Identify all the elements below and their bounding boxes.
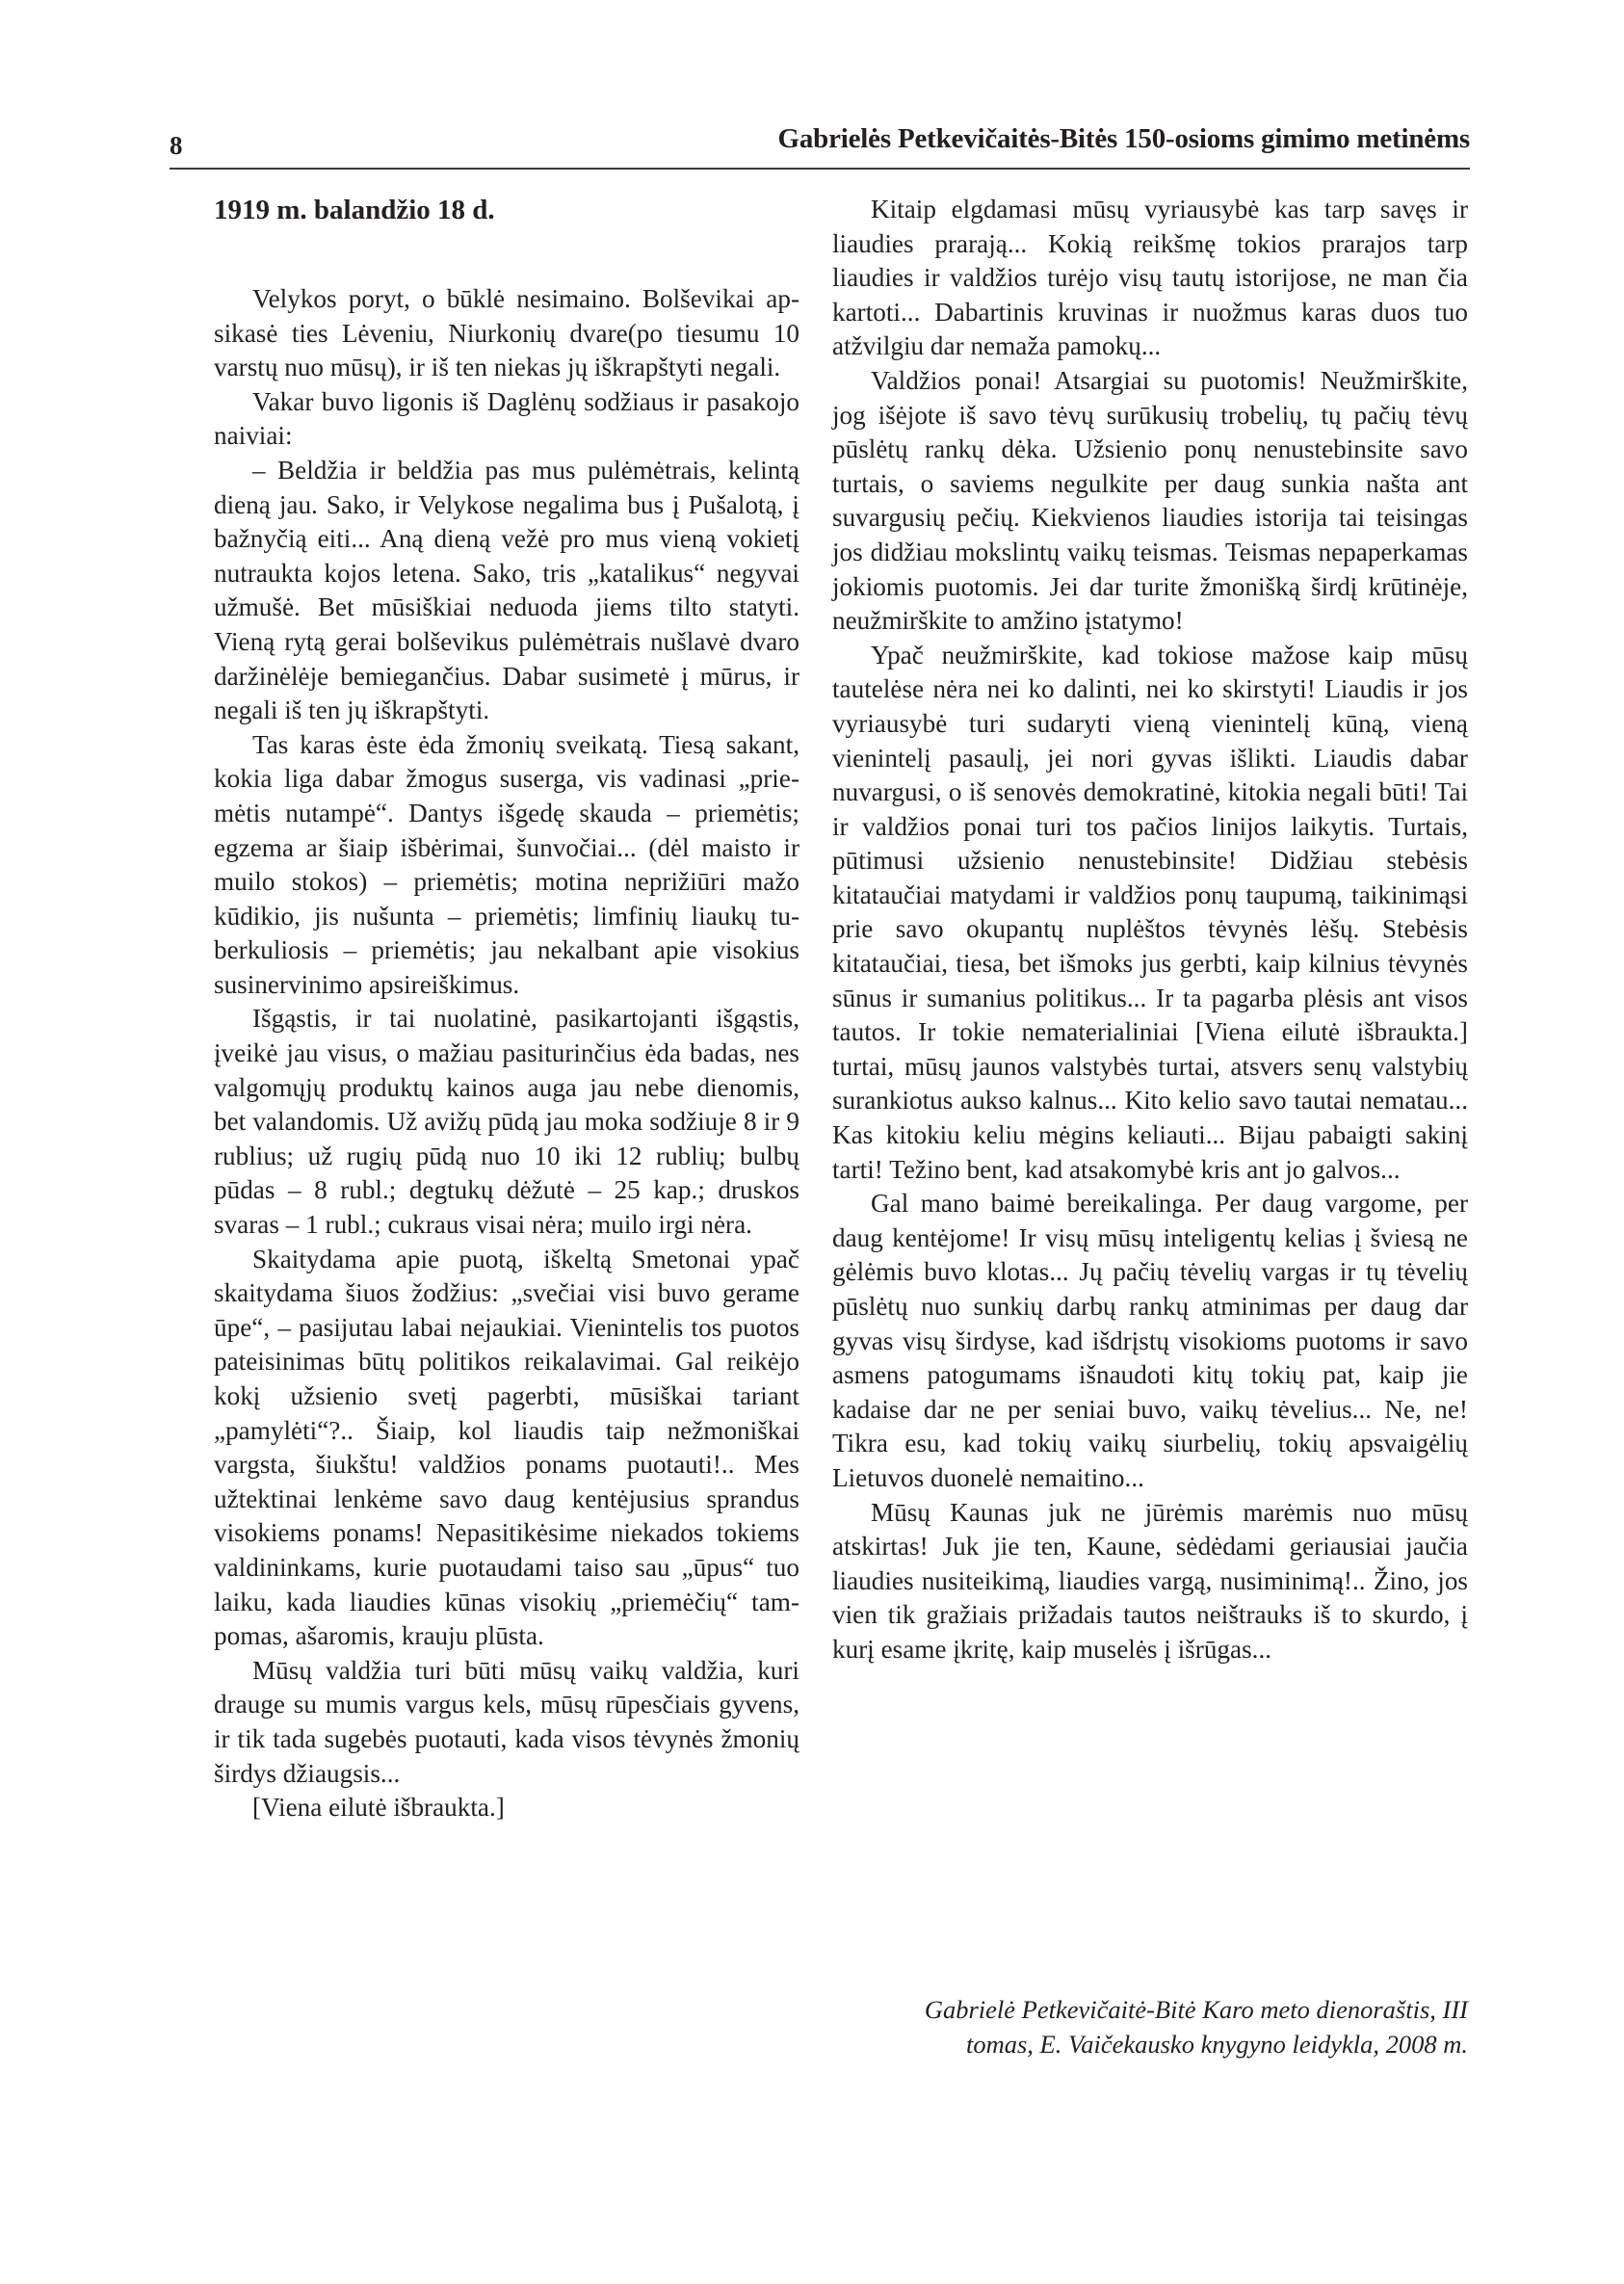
paragraph: Išgąstis, ir tai nuolatinė, pasikartojanti išgąstis, įveikė jau visus, o mažiau pasiturinčius ėda badas, nes valgomųjų produktų kainos auga jau nebe dienomis, bet valandomis. Už avižų pūdą jau moka sodžiuje 8 ir 9 rublius; už rugių pūdą nuo 10 iki 12 rublių; bulbų pūdas – 8 rubl.; degtukų dėžutė – 25 kap.; druskos svaras – 1 rubl.; cukraus visai nėra; muilo irgi nėra. (214, 1004, 799, 1240)
editorial-note: [Viena eilutė išbraukta.] (252, 1793, 505, 1823)
source-citation (794, 1993, 1468, 2061)
running-title: Gabrielės Petkevičaitės-Bitės 150-osioms gimimo metinėms (777, 123, 1470, 154)
paragraph: Kitaip elgdamasi mūsų vyriausybė kas tarp savęs ir liaudies prarają... Kokią reikšmę tokios prarajos tarp liaudies ir valdžios turėjo visų tautų istorijose, ne man čia kartoti... Dabartinis kruvinas ir nuožmus karas duos tuo atžvilgiu dar nemaža pamokų... (832, 195, 1468, 361)
paragraph: – Beldžia ir beldžia pas mus pulėmėtrais, kelintą dieną jau. Sako, ir Velykose negalima bus į Pušalotą, į bažnyčią eiti... Aną dieną vežė pro mus vieną vokietį nutraukta kojos letena. Sako, tris „katalikus“ negyvai užmušė. Bet mūsiškiai neduoda jiems tilto statyti. Vieną rytą gerai bolševikus pulėmėtrais nušlavė dvaro daržinėlėje bemiegančius. Dabar susimetė į mūrus, ir negali iš ten jų iškrapštyti. (214, 455, 799, 725)
paragraph: Valdžios ponai! Atsargiai su puotomis! Neužmirškite, jog išėjote iš savo tėvų surūkusių trobelių, tų pačių tėvų pūslėtų rankų dėka. Užsienio ponų nenustebinsite savo turtais, o saviems negulkite per daug sunkia našta ant suvargusių pečių. Kiekvienos liaudies istorija tai teisingas jos didžiau mokslintų vaikų teismas. Teismas nepaperkamas jokiomis puotomis. Jei dar turite žmonišką širdį krūtinėje, neužmirškite to amžino įstatymo! (832, 365, 1468, 636)
paragraph: Tas karas ėste ėda žmonių sveikatą. Tiesą sakant, kokia liga dabar žmogus suserga, vis vadinasi „priemėtis nutampė“. Dantys išgedę skauda – priemėtis; egzema ar šiaip išbėrimai, šunvočiai... (dėl maisto ir muilo stokos) – priemėtis; motina neprižiūri mažo kūdikio, jis nušunta – priemėtis; limfinių liaukų tuberkuliosis – priemėtis; jau nekalbant apie visokius susinervinimo apsireiškimus. (214, 729, 799, 999)
paragraph: Vakar buvo ligonis iš Daglėnų sodžiaus ir pasakojo naiviai: (214, 386, 799, 451)
citation-line: tomas, E. Vaičekausko knygyno leidykla, 2008 m. (965, 2029, 1468, 2059)
right-column (832, 193, 1468, 1667)
paragraph: Velykos poryt, o būklė nesimaino. Bolševikai apsikasė ties Lėveniu, Niurkonių dvare(po tiesumu 10 varstų nuo mūsų), ir iš ten niekas jų iškrapštyti negali. (214, 284, 799, 382)
paragraph: Mūsų Kaunas juk ne jūrėmis marėmis nuo mūsų atskirtas! Juk jie ten, Kaune, sėdėdami geriausiai jaučia liaudies nusiteikimą, liaudies vargą, nusiminimą!.. Žino, jos vien tik gražiais prižadais tautos neištrauks iš to skurdo, į kurį esame įkritę, kaip muselės į išrūgas... (832, 1497, 1468, 1664)
paragraph: Gal mano baimė bereikalinga. Per daug vargome, per daug kentėjome! Ir visų mūsų inteligentų kelias į šviesą ne gėlėmis buvo klotas... Jų pačių tėvelių vargas ir tų tėvelių pūslėtų nuo sunkių darbų rankų atminimas per daug dar gyvas visų širdyse, kad išdrįstų visokioms puotoms ir savo asmens patogumams išnaudoti kitų tokių pat, kaip jie kadaise dar ne per seniai buvo, vaikų tėvelius... Ne, ne! Tikra esu, kad tokių vaikų siurbelių, tokių apsvaigėlių Lietuvos duonelė nemaitino... (832, 1189, 1468, 1492)
paragraph: Mūsų valdžia turi būti mūsų vaikų valdžia, kuri drauge su mumis vargus kels, mūsų rūpesčiais gyvens, ir tik tada sugebės puotauti, kada visos tėvynės žmonių širdys džiaugsis... (214, 1655, 799, 1788)
paragraph: Skaitydama apie puotą, iškeltą Smetonai ypač skaitydama šiuos žodžius: „svečiai visi buvo gerame ūpe“, – pasijutau labai nejaukiai. Vienintelis tos puotos pateisinimas būtų politikos reikalavimai. Gal reikėjo kokį užsienio svetį pagerbti, mūsiškai tariant „pamylėti“?.. Šiaip, kol liaudis taip nežmoniškai vargsta, šiukštu! valdžios ponams puotauti!.. Mes užtektinai lenkėme savo daug kentėjusius sprandus visokiems ponams! Nepasitikėsime niekados tokiems valdininkams, kurie puotaudami taiso sau „ūpus“ tuo laiku, kada liaudies kūnas visokių „priemėčių“ tampomas, ašaromis, krauju plūsta. (214, 1244, 799, 1651)
page-number: 8 (170, 131, 183, 160)
diary-entry-date: 1919 m. balandžio 18 d. (214, 195, 495, 225)
left-column (214, 193, 799, 1825)
page-header (170, 123, 1470, 170)
paragraph: Ypač neužmirškite, kad tokiose mažose kaip mūsų tautelėse nėra nei ko dalinti, nei ko skirstyti! Liaudis ir jos vyriausybė turi sudaryti vieną vienintelį kūną, vieną vienintelį pasaulį, jei nori gyvas išlikti. Liaudis dabar nuvargusi, o iš senovės demokratinė, kitokia negali būti! Tai ir valdžios ponai turi tos pačios linijos laikytis. Turtais, pūtimusi užsienio nenustebinsite! Didžiau stebėsis kitataučiai matydami ir valdžios ponų taupumą, taikinimąsi prie savo okupantų nuplėštos tėvynės lėšų. Stebėsis kitataučiai, tiesa, bet išmoks jus gerbti, kaip kilnius tėvynės sūnus ir sumanius politikus... Ir ta pagarba plėsis ant visos tautos. Ir tokie nematerialiniai [Viena eilutė išbraukta.] turtai, mūsų jaunos valstybės turtai, atsvers senų valstybių surankiotus aukso kalnus... Kito kelio savo tautai nematau... Kas kitokiu keliu mėgins keliauti... Bijau pabaigti sakinį tarti! Težino bent, kad atsakomybė kris ant jo galvos... (832, 640, 1468, 1184)
citation-line: Gabrielė Petkevičaitė-Bitė Karo meto dienoraštis, III (924, 1995, 1468, 2024)
